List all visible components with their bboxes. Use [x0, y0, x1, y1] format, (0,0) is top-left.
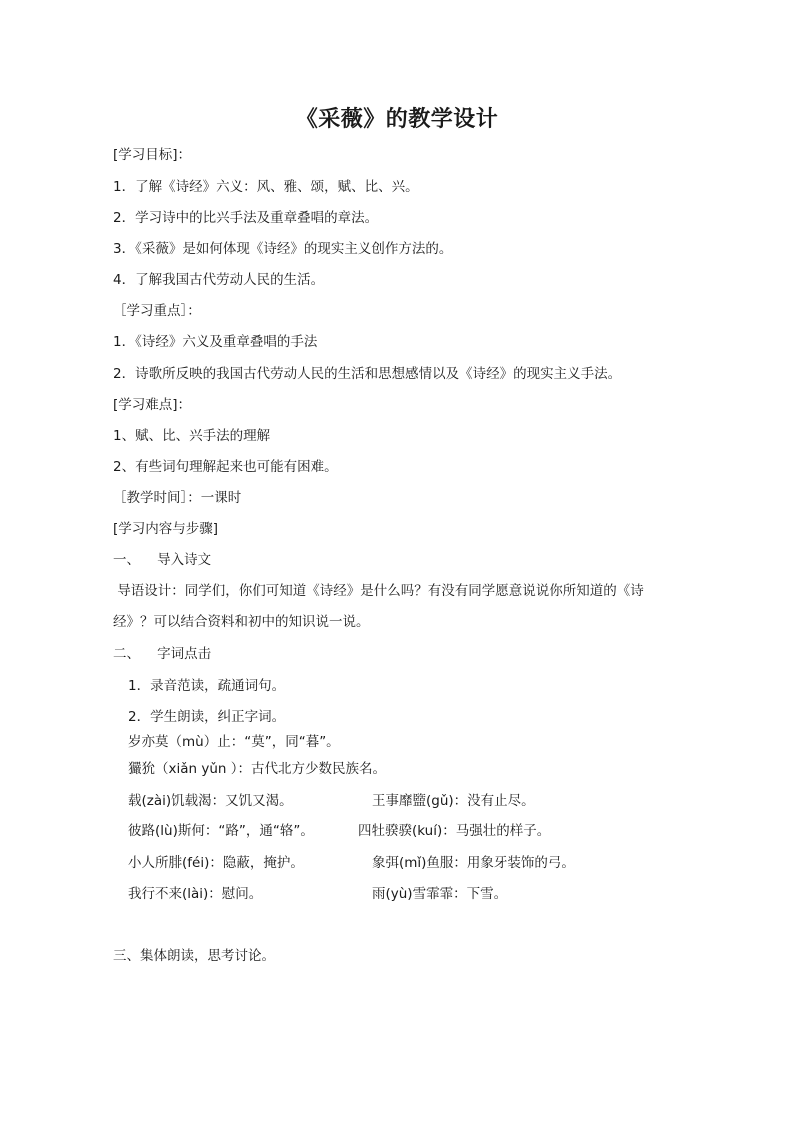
section-1-intro: 导语设计：同学们，你们可知道《诗经》是什么吗？有没有同学愿意说说你所知道的《诗 [113, 583, 644, 599]
section-3-heading: 三、集体朗读，思考讨论。 [113, 948, 275, 964]
section-2-heading: 二、 字词点击 [113, 646, 212, 662]
key-points-heading: ［学习重点］： [113, 303, 201, 319]
teaching-time: ［教学时间］：一课时 [113, 490, 242, 506]
section-2-step: 1．录音范读，疏通词句。 [128, 678, 286, 694]
objective-item: 4．了解我国古代劳动人民的生活。 [113, 272, 325, 288]
objectives-heading: [学习目标]： [113, 147, 192, 163]
vocab-note-right: 雨(yù)雪霏霏：下雪。 [372, 886, 508, 902]
vocab-note-right: 四牡骙骙(kuí)：马强壮的样子。 [358, 823, 551, 839]
key-point-item: 1．《诗经》六义及重章叠唱的手法 [113, 334, 318, 350]
difficulty-item: 2、有些词句理解起来也可能有困难。 [113, 459, 338, 475]
objective-item: 3．《采薇》是如何体现《诗经》的现实主义创作方法的。 [113, 241, 453, 257]
objective-item: 1．了解《诗经》六义：风、雅、颂，赋、比、兴。 [113, 179, 419, 195]
key-point-item: 2．诗歌所反映的我国古代劳动人民的生活和思想感情以及《诗经》的现实主义手法。 [113, 366, 622, 382]
vocab-note-left: 彼路(lù)斯何：“路”，通“辂”。 [128, 823, 314, 839]
vocab-note-right: 王事靡盬(gǔ)：没有止尽。 [372, 793, 535, 809]
section-1-heading: 一、 导入诗文 [113, 552, 212, 568]
vocab-note-right: 象弭(mǐ)鱼服：用象牙装饰的弓。 [372, 855, 575, 871]
content-steps-heading: [学习内容与步骤] [113, 521, 219, 537]
vocab-note-left: 我行不来(lài)：慰问。 [128, 886, 263, 902]
objective-item: 2．学习诗中的比兴手法及重章叠唱的章法。 [113, 210, 379, 226]
difficulties-heading: [学习难点]： [113, 397, 192, 413]
page-title: 《采薇》的教学设计 [295, 106, 499, 132]
vocab-note: 玁狁（xiǎn yǔn ）：古代北方少数民族名。 [128, 761, 387, 777]
section-1-intro-cont: 经》？可以结合资料和初中的知识说一说。 [113, 614, 370, 630]
section-2-step: 2．学生朗读，纠正字词。 [128, 709, 286, 725]
vocab-note: 岁亦莫（mù）止：“莫”，同“暮”。 [128, 734, 340, 750]
difficulty-item: 1、赋、比、兴手法的理解 [113, 428, 271, 444]
vocab-note-left: 载(zài)饥载渴：又饥又渴。 [128, 793, 293, 809]
vocab-note-left: 小人所腓(féi)：隐蔽，掩护。 [128, 855, 304, 871]
